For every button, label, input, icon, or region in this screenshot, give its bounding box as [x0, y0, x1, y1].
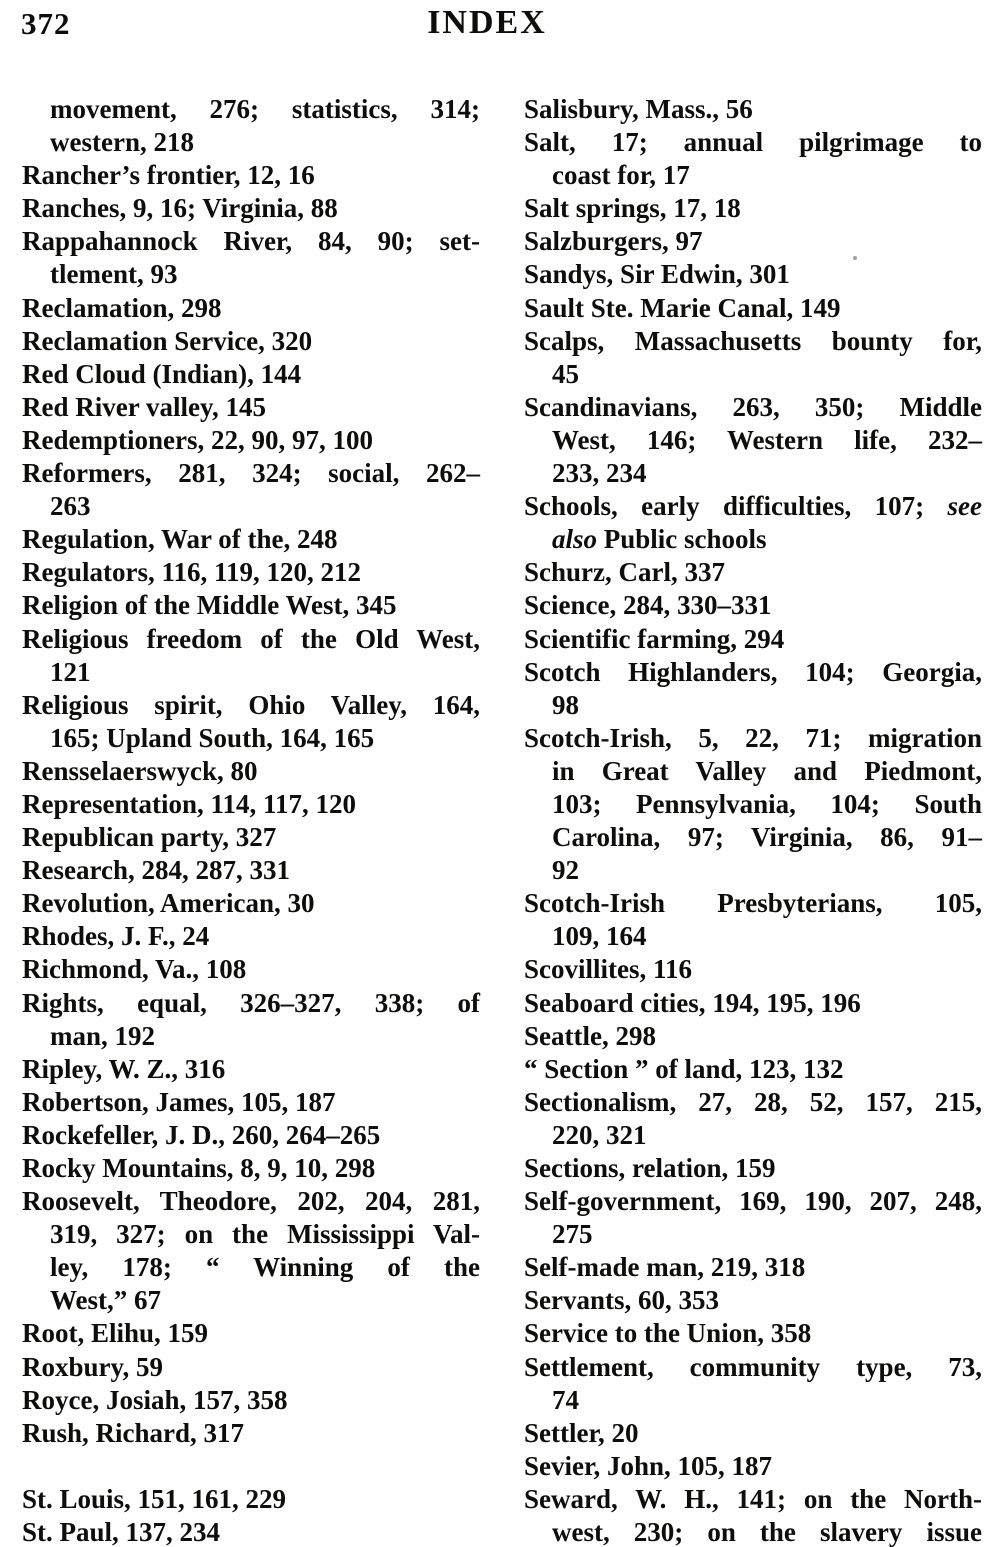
index-line: 98	[552, 689, 579, 720]
index-line: Republican party, 327	[22, 822, 277, 853]
index-line: Rappahannock River, 84, 90; set-	[22, 226, 480, 257]
index-line: Rocky Mountains, 8, 9, 10, 298	[22, 1153, 376, 1183]
index-line: Rhodes, J. F., 24	[22, 921, 210, 952]
index-line: movement, 276; statistics, 314;	[50, 94, 480, 124]
index-line: west, 230; on the slavery issue	[552, 1517, 982, 1547]
index-line: also Public schools	[552, 524, 767, 555]
index-line: Sectionalism, 27, 28, 52, 157, 215,	[524, 1086, 982, 1117]
index-line: Roosevelt, Theodore, 202, 204, 281,	[22, 1186, 480, 1217]
index-line: Scotch-Irish Presbyterians, 105,	[524, 888, 982, 919]
index-line: Root, Elihu, 159	[22, 1318, 209, 1349]
index-line: western, 218	[50, 127, 194, 158]
index-line: Scotch Highlanders, 104; Georgia,	[524, 656, 982, 687]
index-line: Seaboard cities, 194, 195, 196	[524, 987, 861, 1018]
index-line: Rockefeller, J. D., 260, 264–265	[22, 1119, 381, 1150]
index-line: Reclamation Service, 320	[22, 325, 313, 356]
index-line: Carolina, 97; Virginia, 86, 91–	[552, 822, 982, 853]
index-line: Robertson, James, 105, 187	[22, 1086, 336, 1117]
index-line: Revolution, American, 30	[22, 888, 315, 919]
index-line: Settler, 20	[524, 1417, 639, 1448]
index-line: Scotch-Irish, 5, 22, 71; migration	[524, 722, 982, 753]
index-line: Sections, relation, 159	[524, 1153, 776, 1183]
index-line: 109, 164	[552, 921, 647, 952]
index-line: Ranches, 9, 16; Virginia, 88	[22, 193, 338, 224]
index-line: Rights, equal, 326–327, 338; of	[22, 987, 480, 1018]
index-line: Rancher’s frontier, 12, 16	[22, 160, 315, 191]
index-line: Seattle, 298	[524, 1020, 656, 1051]
index-line: Religious spirit, Ohio Valley, 164,	[22, 689, 480, 720]
index-line: Redemptioners, 22, 90, 97, 100	[22, 424, 373, 455]
index-line: Reformers, 281, 324; social, 262–	[22, 458, 480, 489]
index-line: tlement, 93	[50, 259, 178, 290]
index-line: Royce, Josiah, 157, 358	[22, 1384, 288, 1415]
index-line: Salisbury, Mass., 56	[524, 94, 753, 124]
index-line: 74	[552, 1384, 579, 1415]
index-line: Reclamation, 298	[22, 292, 222, 323]
blank-line	[22, 1450, 480, 1483]
index-line: Sandys, Sir Edwin, 301	[524, 259, 790, 290]
index-line: Rush, Richard, 317	[22, 1417, 245, 1448]
index-line: Seward, W. H., 141; on the North-	[524, 1483, 982, 1514]
index-line: Self-made man, 219, 318	[524, 1252, 806, 1283]
index-line: St. Paul, 137, 234	[22, 1517, 221, 1547]
index-line: Salzburgers, 97	[524, 226, 703, 257]
page-number: 372	[21, 6, 71, 41]
index-line: 92	[552, 855, 579, 886]
index-line: Representation, 114, 117, 120	[22, 788, 357, 819]
index-line: Scientific farming, 294	[524, 623, 785, 654]
index-line: Schurz, Carl, 337	[524, 557, 725, 588]
index-line: ley, 178; “ Winning of the	[50, 1252, 480, 1283]
index-line: West,” 67	[50, 1285, 161, 1316]
index-line: Self-government, 169, 190, 207, 248,	[524, 1186, 982, 1217]
index-line: Regulators, 116, 119, 120, 212	[22, 557, 362, 588]
index-line: 263	[50, 491, 91, 522]
index-line: Roxbury, 59	[22, 1351, 164, 1382]
index-line: Research, 284, 287, 331	[22, 855, 290, 886]
index-line: Schools, early difficulties, 107; see	[524, 491, 982, 522]
index-line: Regulation, War of the, 248	[22, 524, 338, 555]
index-line: Ripley, W. Z., 316	[22, 1053, 226, 1084]
left-column	[22, 93, 480, 1547]
index-line: West, 146; Western life, 232–	[552, 424, 982, 455]
index-line: Service to the Union, 358	[524, 1318, 812, 1349]
index-line: 121	[50, 656, 91, 687]
index-line: Richmond, Va., 108	[22, 954, 247, 985]
index-line: Science, 284, 330–331	[524, 590, 772, 621]
index-line: Red Cloud (Indian), 144	[22, 358, 302, 389]
page-title: INDEX	[427, 4, 547, 41]
index-line: Red River valley, 145	[22, 391, 266, 422]
index-line: Religious freedom of the Old West,	[22, 623, 480, 654]
index-line: “ Section ” of land, 123, 132	[524, 1053, 844, 1084]
index-line: 165; Upland South, 164, 165	[50, 722, 375, 753]
index-columns	[22, 93, 982, 1547]
index-line: 319, 327; on the Mississippi Val-	[50, 1219, 480, 1250]
index-line: 275	[552, 1219, 593, 1250]
index-line: Salt springs, 17, 18	[524, 193, 741, 224]
index-line: coast for, 17	[552, 160, 690, 191]
index-line: 103; Pennsylvania, 104; South	[552, 788, 982, 819]
index-line: 45	[552, 358, 579, 389]
index-line: Sevier, John, 105, 187	[524, 1450, 773, 1481]
index-line: Rensselaerswyck, 80	[22, 755, 258, 786]
index-line: St. Louis, 151, 161, 229	[22, 1483, 287, 1514]
index-line: Scandinavians, 263, 350; Middle	[524, 391, 982, 422]
index-line: in Great Valley and Piedmont,	[552, 755, 982, 786]
index-line: 233, 234	[552, 458, 647, 489]
right-column	[524, 93, 982, 1547]
page-header	[0, 0, 1000, 60]
index-line: 220, 321	[552, 1119, 647, 1150]
scan-speck	[853, 256, 857, 260]
index-line: man, 192	[50, 1020, 156, 1051]
index-line: Servants, 60, 353	[524, 1285, 719, 1316]
index-line: Sault Ste. Marie Canal, 149	[524, 292, 841, 323]
index-line: Scovillites, 116	[524, 954, 692, 985]
index-line: Settlement, community type, 73,	[524, 1351, 982, 1382]
index-line: Salt, 17; annual pilgrimage to	[524, 127, 982, 158]
index-line: Scalps, Massachusetts bounty for,	[524, 325, 982, 356]
index-line: Religion of the Middle West, 345	[22, 590, 397, 621]
